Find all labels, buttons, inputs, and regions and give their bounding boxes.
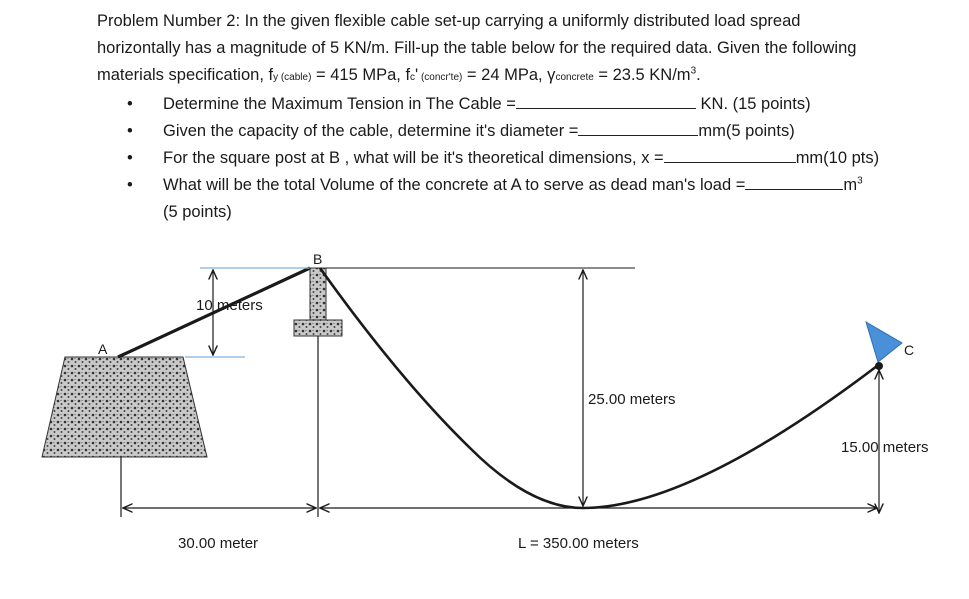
label-b: B bbox=[313, 251, 323, 267]
fc-prime: ' bbox=[415, 66, 419, 84]
label-c: C bbox=[904, 342, 915, 358]
support-c-pin bbox=[875, 362, 883, 370]
problem-line-1: Problem Number 2: In the given flexible cable set-up carrying a uniformly distributed load spread bbox=[97, 12, 801, 30]
post-b-footing bbox=[294, 320, 342, 336]
spec-prefix: materials specification, f bbox=[97, 66, 274, 84]
fc-mark: c bbox=[410, 72, 416, 83]
label-a: A bbox=[98, 341, 108, 357]
dimension-15m-label: 15.00 meters bbox=[841, 439, 929, 456]
fy-value: = 415 MPa, f bbox=[311, 66, 411, 84]
task-unit-exponent: 3 bbox=[857, 175, 863, 187]
gamma-exponent: 3 bbox=[690, 65, 697, 77]
task-continuation: (5 points) bbox=[163, 203, 232, 221]
dimension-25m-label: 25.00 meters bbox=[588, 391, 676, 408]
problem-line-2: horizontally has a magnitude of 5 KN/m. Fill-up the table below for the required data. Given the following bbox=[97, 39, 857, 57]
task-text: What will be the total Volume of the concrete at A to serve as dead man's load = bbox=[163, 176, 746, 194]
bullet: • bbox=[127, 176, 133, 194]
task-text: For the square post at B , what will be it's theoretical dimensions, x = bbox=[163, 149, 664, 167]
fc-subscript: (concr'te) bbox=[418, 72, 463, 83]
bullet: • bbox=[127, 149, 133, 167]
fc-value: = 24 MPa, γ bbox=[462, 66, 556, 84]
cable-main-span bbox=[320, 268, 877, 508]
task-unit: mm(5 points) bbox=[698, 122, 795, 140]
task-text: Given the capacity of the cable, determine it's diameter = bbox=[163, 122, 579, 140]
support-c-triangle bbox=[866, 322, 902, 362]
task-unit: mm(10 pts) bbox=[795, 149, 880, 167]
fy-subscript: y (cable) bbox=[273, 72, 312, 83]
gamma-subscript: concrete bbox=[555, 72, 594, 83]
post-b-column bbox=[310, 268, 326, 320]
bullet: • bbox=[127, 122, 133, 140]
task-text: Determine the Maximum Tension in The Cable = bbox=[163, 95, 516, 113]
bullet: • bbox=[127, 95, 133, 113]
gamma-value: = 23.5 KN/m bbox=[593, 66, 691, 84]
task-unit: m bbox=[843, 176, 858, 194]
task-unit: KN. (15 points) bbox=[695, 95, 811, 113]
dimension-10m-label: 10 meters bbox=[196, 297, 263, 314]
deadman-concrete-block bbox=[42, 357, 207, 457]
gamma-end: . bbox=[696, 66, 701, 84]
dimension-span-label: L = 350.00 meters bbox=[518, 535, 639, 552]
dimension-30m-label: 30.00 meter bbox=[178, 535, 259, 552]
